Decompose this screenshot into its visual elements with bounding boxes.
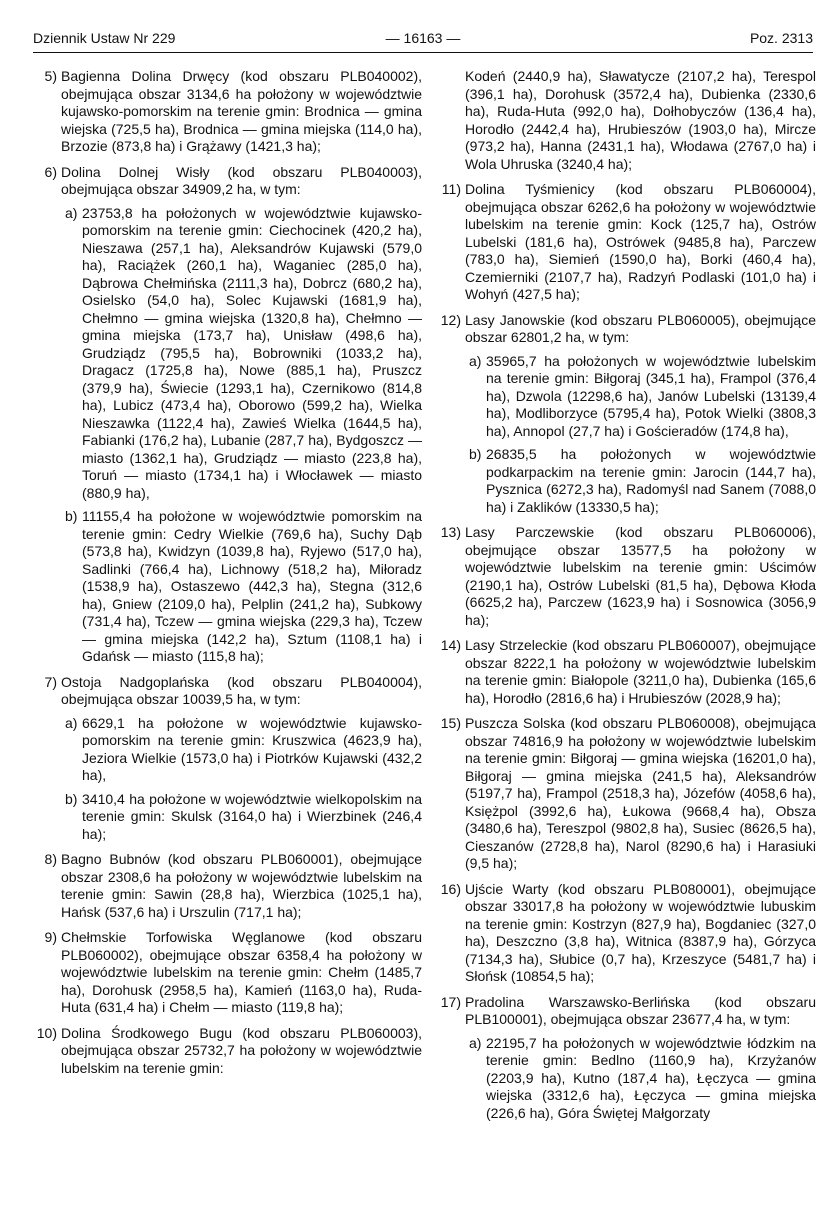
sub-item	[465, 1035, 816, 1123]
item-text: Ujście Warty (kod obszaru PLB080001), obejmujące obszar 33017,8 ha położony w województwie lubuskim na terenie gmin: Kostrzyn (827,9 ha), Bogdaniec (327,0 ha), Deszczno (3,8 ha), Witnica (8387,9 ha), Górzyca (7134,3 ha), Słubice (0,7 ha), Krzeszyce (5481,7 ha) i Słońsk (10854,5 ha);	[465, 880, 816, 984]
list-item	[36, 929, 422, 1017]
sub-item	[61, 205, 422, 503]
item-number: 17)	[440, 993, 461, 1010]
list-item	[440, 881, 816, 986]
item-text: Puszcza Solska (kod obszaru PLB060008), obejmująca obszar 74816,9 ha położony w województwie lubelskim na terenie gmin: Biłgoraj — gmina wiejska (16201,0 ha), Biłgoraj — gmina miejska (241,5 ha), Aleksandrów (5197,7 ha), Frampol (2518,3 ha), Józefów (4058,6 ha), Księżpol (3992,6 ha), Łukowa (9668,4 ha), Obsza (3480,6 ha), Tereszpol (9802,8 ha), Susiec (8626,5 ha), Cieszanów (2728,8 ha), Narol (8290,6 ha) i Harasiuki (9,5 ha);	[465, 715, 816, 871]
item-number: 10)	[36, 1024, 57, 1041]
item-number: 9)	[44, 929, 57, 945]
list-item	[440, 68, 816, 173]
list-item	[36, 851, 422, 921]
sub-item-letter: b)	[469, 446, 482, 462]
item-number: 5)	[44, 68, 57, 84]
item-text: Bagno Bubnów (kod obszaru PLB060001), obejmujące obszar 2308,6 ha położony w województwie lubelskim na terenie gmin: Sawin (28,8 ha), Wierzbica (1025,1 ha), Hańsk (537,6 ha) i Urszulin (717,1 ha);	[61, 851, 422, 920]
item-text: Lasy Parczewskie (kod obszaru PLB060006), obejmujące obszar 13577,5 ha położony w województwie lubelskim na terenie gmin: Uścimów (2190,1 ha), Ostrów Lubelski (81,5 ha), Dębowa Kłoda (6625,2 ha), Parczew (1623,9 ha) i Sosnowica (3056,9 ha);	[465, 524, 816, 628]
sub-item-letter: a)	[469, 352, 482, 369]
sub-item-text: 26835,5 ha położonych w województwie podkarpackim na terenie gmin: Jarocin (144,7 ha), Pysznica (6272,3 ha), Radomyśl nad Sanem (7088,0 ha) i Zaklików (13330,5 ha);	[486, 446, 816, 515]
journal-title: Dziennik Ustaw Nr 229	[33, 30, 176, 46]
item-number: 6)	[44, 163, 57, 180]
sub-item-text: 3410,4 ha położone w województwie wielkopolskim na terenie gmin: Skulsk (3164,0 ha) i Wierzbinek (246,4 ha);	[82, 790, 422, 842]
sub-item-text: 23753,8 ha położonych w województwie kujawsko-pomorskim na terenie gmin: Ciechocinek (420,2 ha), Nieszawa (257,1 ha), Aleksandrów Kujawski (579,0 ha), Raciążek (260,1 ha), Waganiec (285,0 ha), Dąbrowa Chełmińska (2111,3 ha), Dobrcz (680,2 ha), Osielsko (54,0 ha), Solec Kujawski (1681,9 ha), Chełmno — gmina wiejska (1320,8 ha), Chełmno — gmina miejska (173,7 ha), Unisław (498,6 ha), Grudziądz (795,5 ha), Bobrowniki (1033,2 ha), Dragacz (1725,8 ha), Nowe (885,1 ha), Pruszcz (379,9 ha), Świecie (1293,1 ha), Czernikowo (814,8 ha), Lubicz (473,4 ha), Oborowo (599,2 ha), Wielka Nieszawka (1122,4 ha), Zawieś Wielka (1644,5 ha), Fabianki (176,2 ha), Lubanie (287,7 ha), Bydgoszcz — miasto (1362,1 ha), Grudziądz — miasto (223,8 ha), Toruń — miasto (1734,1 ha) i Włocławek — miasto (880,9 ha),	[82, 204, 422, 501]
item-number: 11)	[441, 181, 461, 197]
sub-item	[465, 353, 816, 441]
position-number: Poz. 2313	[749, 30, 813, 46]
sub-item-letter: b)	[65, 508, 78, 524]
list-item	[440, 524, 816, 629]
sub-item-text: 6629,1 ha położone w województwie kujawsko-pomorskim na terenie gmin: Kruszwica (4623,9 ha), Jeziora Wielkie (1573,0 ha) i Piotrków Kujawski (432,2 ha),	[82, 714, 422, 783]
item-number: 15)	[440, 715, 461, 731]
item-number: 7)	[44, 673, 57, 690]
list-item	[36, 164, 422, 666]
item-text: Kodeń (2440,9 ha), Sławatycze (2107,2 ha), Terespol (396,1 ha), Dorohusk (3572,4 ha), Dubienka (2330,6 ha), Ruda-Huta (992,0 ha), Dołhobyczów (136,4 ha), Horodło (2442,4 ha), Hrubieszów (1903,0 ha), Mircze (973,2 ha), Hanna (2431,1 ha), Włodawa (2767,0 ha) i Wola Uhruska (3240,4 ha);	[465, 68, 816, 172]
item-text: Dolina Środkowego Bugu (kod obszaru PLB060003), obejmująca obszar 25732,7 ha położony w województwie lubelskim na terenie gmin:	[61, 1024, 422, 1076]
item-number: 16)	[440, 880, 461, 897]
right-column	[440, 68, 816, 1130]
list-item	[440, 637, 816, 707]
sub-item	[465, 446, 816, 516]
list-item	[440, 994, 816, 1123]
sub-item-letter: a)	[65, 714, 78, 731]
item-text: Pradolina Warszawsko-Berlińska (kod obszaru PLB100001), obejmująca obszar 23677,4 ha, w tym:	[465, 993, 816, 1027]
list-item	[36, 674, 422, 844]
list-item	[440, 312, 816, 517]
sub-item-text: 22195,7 ha położonych w województwie łódzkim na terenie gmin: Bedlno (1160,9 ha), Krzyżanów (2203,9 ha), Kutno (187,4 ha), Łęczyca — gmina wiejska (3312,6 ha), Łęczyca — gmina miejska (226,6 ha), Góra Świętej Małgorzaty	[486, 1034, 816, 1121]
item-text: Dolina Dolnej Wisły (kod obszaru PLB040003), obejmująca obszar 34909,2 ha, w tym:	[61, 163, 422, 197]
item-text: Chełmskie Torfowiska Węglanowe (kod obszaru PLB060002), obejmujące obszar 6358,4 ha położony w województwie lubelskim na terenie gmin: Chełm (1485,7 ha), Dorohusk (2958,5 ha), Kamień (1163,0 ha), Ruda-Huta (631,4 ha) i Chełm — miasto (119,8 ha);	[61, 929, 422, 1015]
item-number: 13)	[440, 524, 461, 540]
left-column	[36, 68, 422, 1085]
list-item	[36, 68, 422, 156]
sub-item	[61, 791, 422, 844]
sub-item	[61, 715, 422, 785]
item-text: Dolina Tyśmienicy (kod obszaru PLB060004), obejmująca obszar 6262,6 ha położony w województwie lubelskim na terenie gmin: Kock (125,7 ha), Ostrów Lubelski (181,6 ha), Ostrówek (9485,8 ha), Parczew (783,0 ha), Siemień (1590,0 ha), Borki (460,4 ha), Czemierniki (2107,7 ha), Radzyń Podlaski (101,0 ha) i Wohyń (427,5 ha);	[465, 181, 816, 302]
page-header	[33, 30, 813, 50]
item-number: 12)	[440, 311, 461, 328]
list-item	[440, 181, 816, 304]
item-text: Lasy Strzeleckie (kod obszaru PLB060007), obejmujące obszar 8222,1 ha położony w województwie lubelskim na terenie gmin: Białopole (3211,0 ha), Dubienka (165,6 ha), Horodło (2816,6 ha) i Hrubieszów (2028,9 ha);	[465, 637, 816, 706]
item-number: 14)	[440, 637, 461, 653]
header-rule	[33, 52, 813, 53]
page-number: — 16163 —	[385, 30, 461, 46]
item-text: Ostoja Nadgoplańska (kod obszaru PLB040004), obejmująca obszar 10039,5 ha, w tym:	[61, 673, 422, 707]
list-item	[440, 715, 816, 873]
item-text: Lasy Janowskie (kod obszaru PLB060005), obejmujące obszar 62801,2 ha, w tym:	[465, 311, 816, 345]
item-text: Bagienna Dolina Drwęcy (kod obszaru PLB040002), obejmująca obszar 3134,6 ha położony w województwie kujawsko-pomorskim na terenie gmin: Brodnica — gmina wiejska (725,5 ha), Brodnica — gmina miejska (114,0 ha), Brzozie (873,8 ha) i Grążawy (1421,3 ha);	[61, 68, 422, 154]
sub-item-letter: a)	[65, 204, 78, 221]
item-number: 8)	[44, 851, 57, 867]
sub-item-letter: a)	[469, 1034, 482, 1051]
sub-item-letter: b)	[65, 790, 78, 807]
sub-item-text: 35965,7 ha położonych w województwie lubelskim na terenie gmin: Biłgoraj (345,1 ha), Frampol (376,4 ha), Dzwola (12298,6 ha), Janów Lubelski (13139,4 ha), Modliborzyce (5795,4 ha), Potok Wielki (3808,3 ha), Annopol (27,7 ha) i Gościeradów (174,8 ha),	[486, 352, 816, 439]
sub-item	[61, 508, 422, 666]
list-item	[36, 1025, 422, 1078]
sub-item-text: 11155,4 ha położone w województwie pomorskim na terenie gmin: Cedry Wielkie (769,6 ha), Suchy Dąb (573,8 ha), Kwidzyn (1039,8 ha), Ryjewo (517,0 ha), Sadlinki (766,4 ha), Lichnowy (518,2 ha), Miłoradz (1538,9 ha), Ostaszewo (442,3 ha), Stegna (312,6 ha), Gniew (2109,0 ha), Pelplin (241,2 ha), Subkowy (731,4 ha), Tczew — gmina wiejska (229,3 ha), Tczew — gmina miejska (142,2 ha), Sztum (1108,1 ha) i Gdańsk — miasto (115,8 ha);	[82, 508, 422, 664]
